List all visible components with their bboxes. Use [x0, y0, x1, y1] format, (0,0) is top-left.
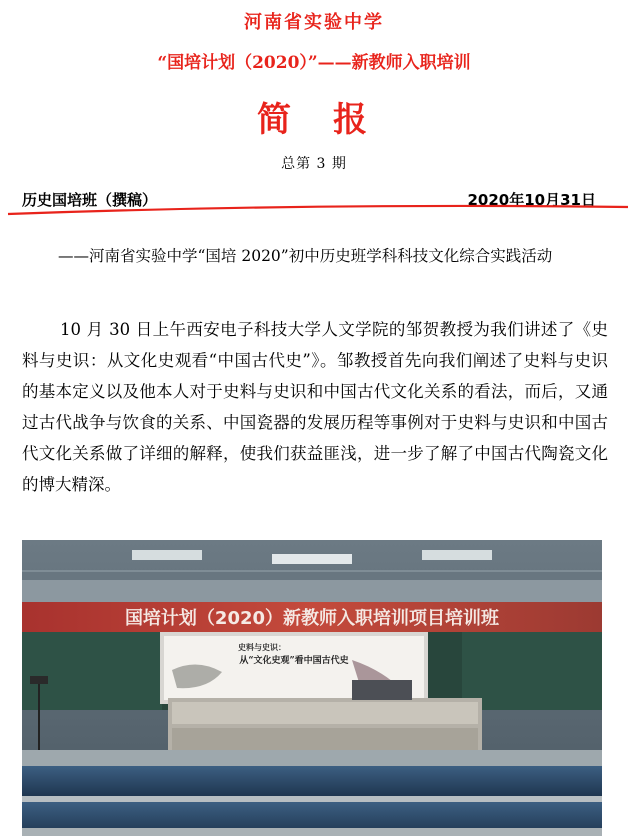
issue-number: 总第 3 期 — [281, 156, 347, 172]
activity-title: ——河南省实验中学“国培 2020”初中历史班学科科技文化综合实践活动 — [58, 247, 553, 265]
slide-title: 史料与史识： — [238, 642, 286, 652]
banner-text: 国培计划（2020）新教师入职培训项目培训班 — [124, 608, 500, 629]
article-body: 10 月 30 日上午西安电子科技大学人文学院的邹贺教授为我们讲述了《史料与史识：从文化史观看“中国古代史”》。邹教授首先向我们阐述了史料与史识的基本定义以及他本人对于史料与史识和中国古代文化关系的看法，而后，又通过古代战争与饮食的关系、中国瓷器的发展历程等事例对于史料与史识和中国古代文化关系做了详细的解释，使我们获益匪浅，进一步了解了中国古代陶瓷文化的博大精深。 — [22, 320, 608, 494]
author-class: 历史国培班（撰稿） — [22, 191, 158, 209]
program-subtitle: “国培计划（2020）”——新教师入职培训 — [157, 53, 471, 73]
slide-subtitle: 从“文化史观”看中国古代史 — [239, 656, 349, 666]
publish-date: 2020年10月31日 — [467, 191, 596, 209]
brief-title: 简 报 — [257, 100, 371, 140]
lecture-photo — [22, 540, 602, 836]
school-name: 河南省实验中学 — [244, 12, 384, 33]
